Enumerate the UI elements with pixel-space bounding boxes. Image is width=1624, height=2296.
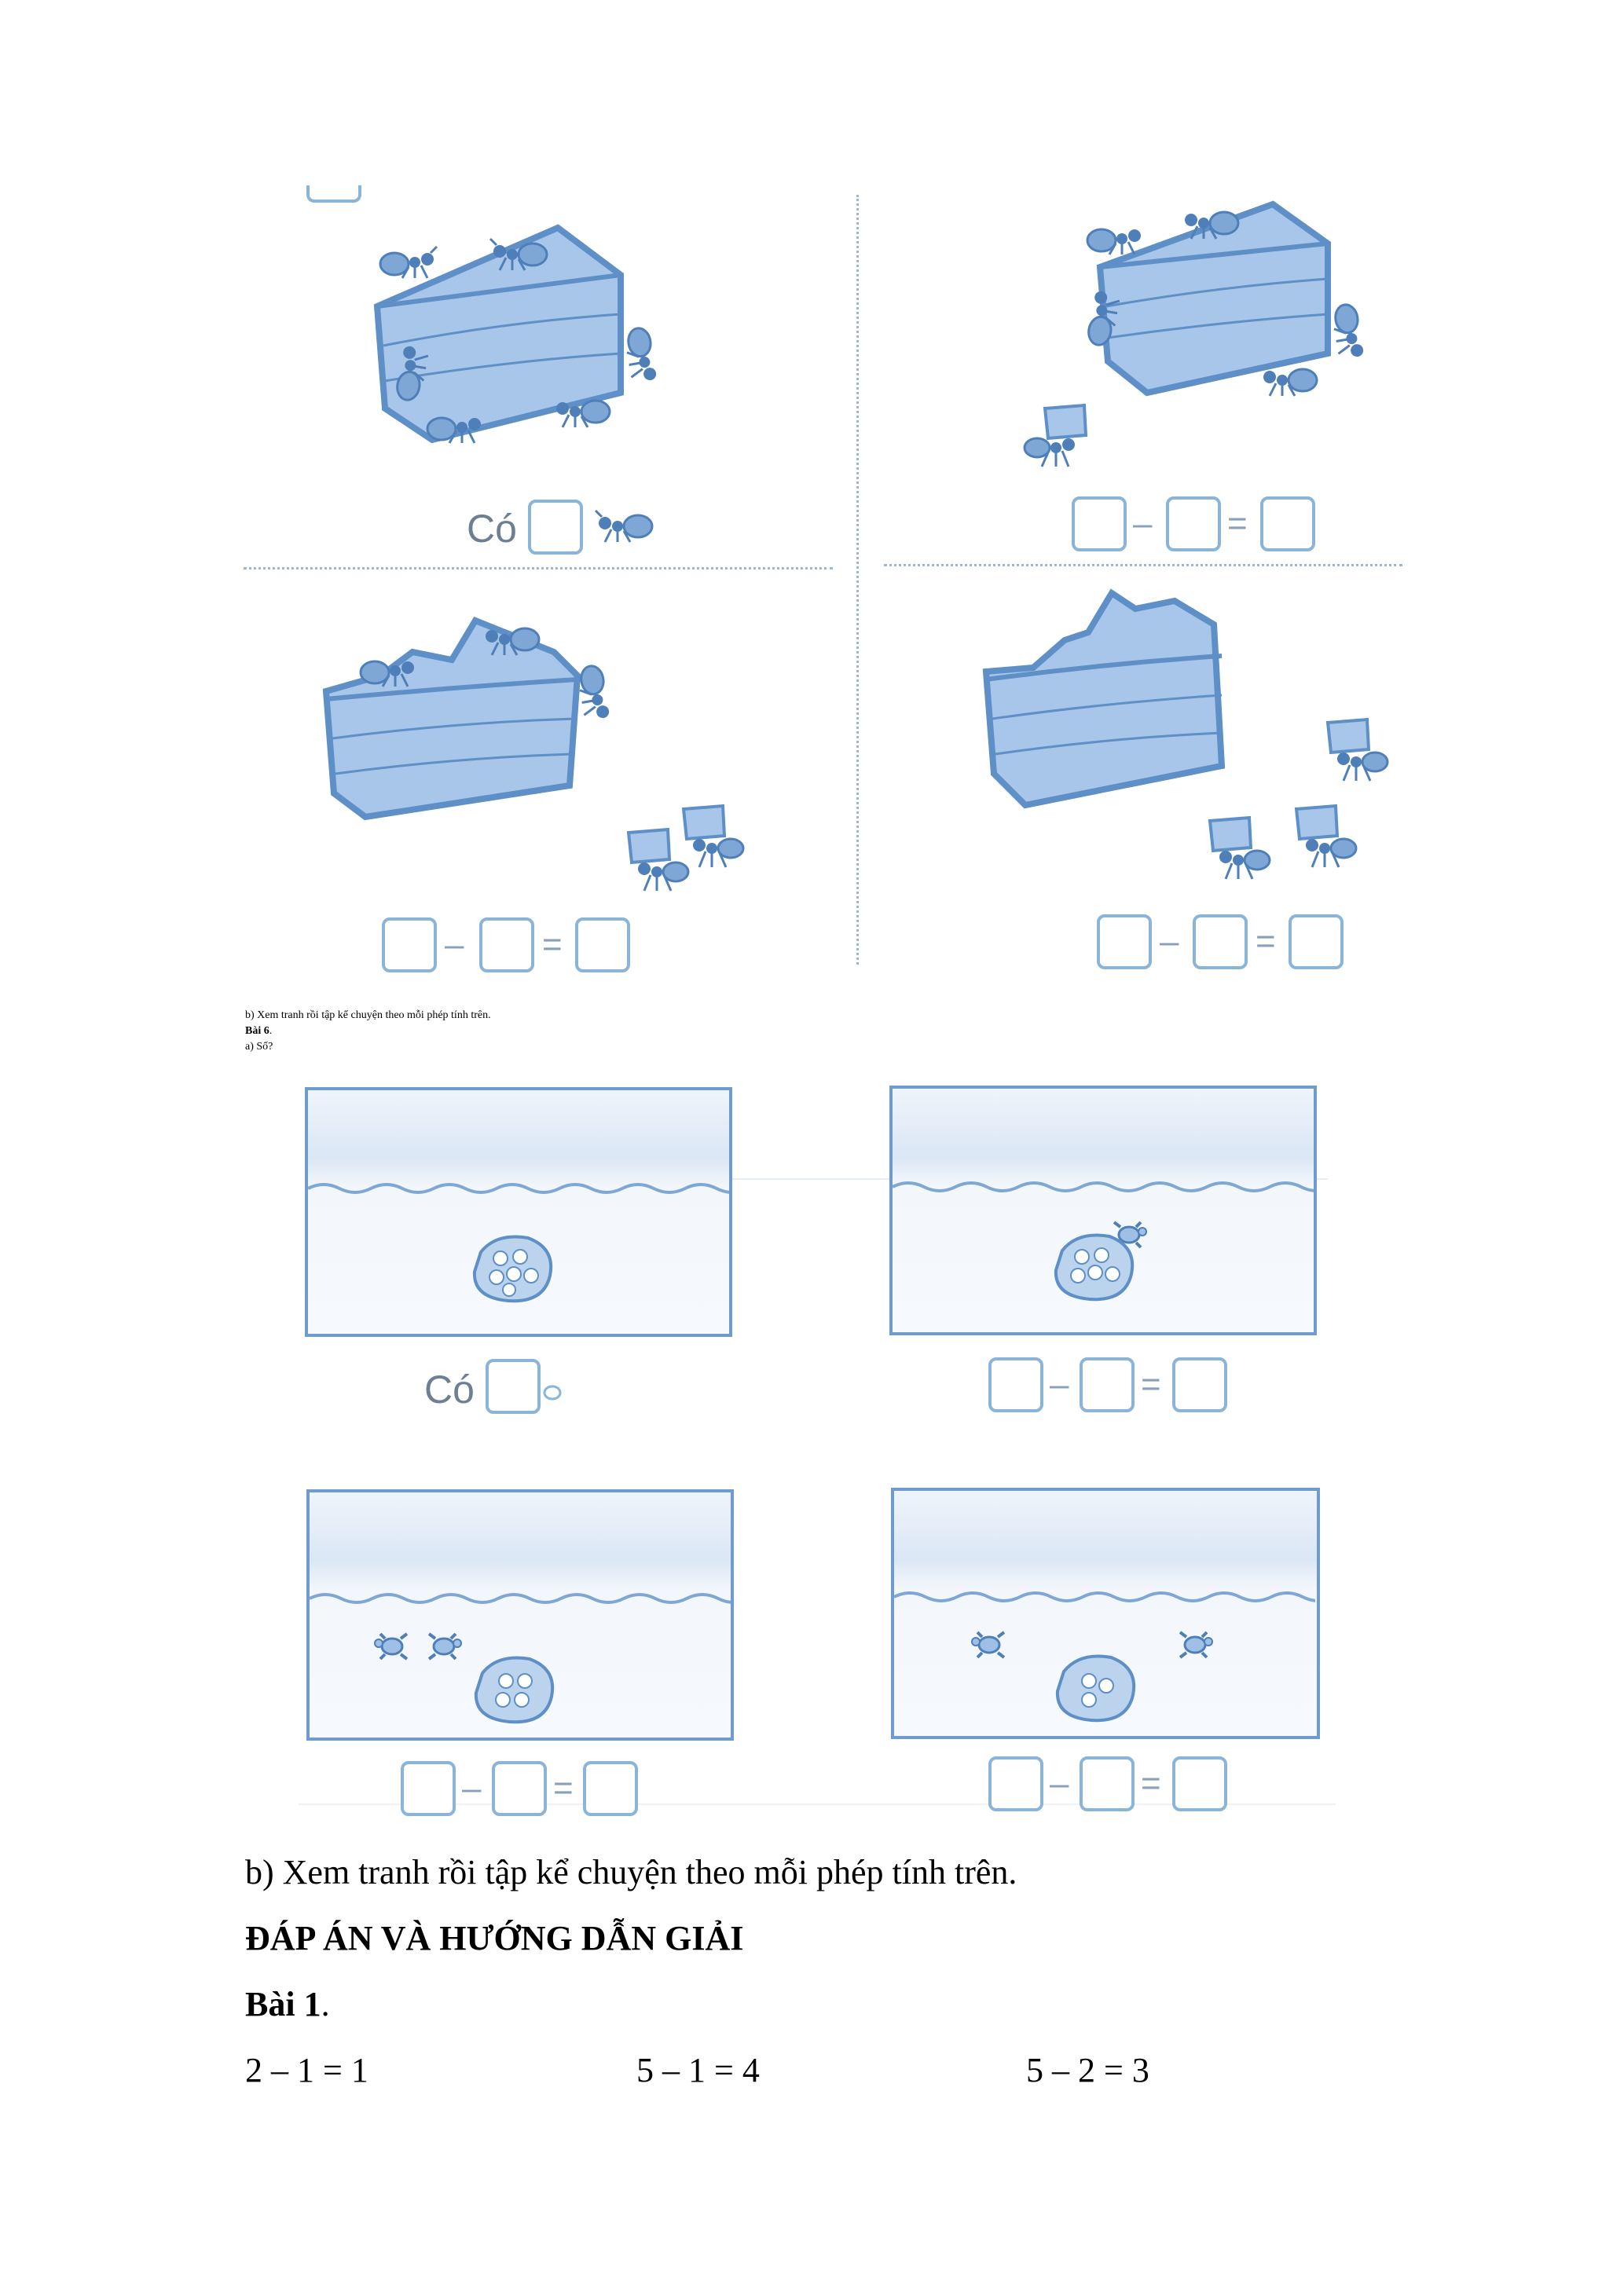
answer-box[interactable]: [1193, 914, 1248, 969]
answer-box[interactable]: [1097, 914, 1152, 969]
minus-sign: –: [1160, 922, 1179, 961]
turtle-icon: [970, 1629, 1009, 1661]
answer-box[interactable]: [1289, 914, 1344, 969]
ant-icon: [377, 244, 440, 280]
minus-sign: –: [1133, 504, 1153, 543]
beach-scene: [889, 1086, 1317, 1335]
equals-sign: =: [1141, 1764, 1161, 1803]
answer-box[interactable]: [988, 1756, 1043, 1811]
instruction-large: b) Xem tranh rồi tập kể chuyện theo mỗi phép tính trên.: [245, 1853, 1017, 1891]
beach-scene: [306, 1489, 734, 1741]
answer-box[interactable]: [583, 1761, 638, 1816]
turtle-nest-icon: [465, 1229, 559, 1307]
instruction-small: b) Xem tranh rồi tập kể chuyện theo mỗi phép tính trên.: [245, 1009, 491, 1021]
minus-sign: –: [1050, 1365, 1069, 1404]
answer-box[interactable]: [1072, 496, 1127, 551]
ant-icon: [592, 507, 655, 544]
wave-line: [893, 1175, 1314, 1199]
bai1-label: Bài 1: [245, 1985, 321, 2023]
answer-box[interactable]: [528, 500, 583, 555]
ant-icon: [487, 236, 550, 272]
ant-carrying-cake-icon: [1014, 401, 1100, 471]
ant-carrying-cake-icon: [1312, 715, 1399, 785]
answer-box[interactable]: [1166, 496, 1221, 551]
bai6-suffix: .: [269, 1025, 273, 1037]
turtle-icon: [424, 1631, 464, 1662]
answer-box[interactable]: [1080, 1357, 1135, 1412]
wave-line: [308, 1177, 729, 1200]
bai6-label: Bài 6: [245, 1025, 269, 1037]
turtle-nest-icon: [1047, 1227, 1141, 1305]
sub-question-a: a) Số?: [245, 1041, 273, 1053]
equals-sign: =: [542, 925, 563, 964]
ant-icon: [479, 621, 542, 657]
answer-box[interactable]: [382, 917, 437, 972]
answer-box[interactable]: [1172, 1357, 1227, 1412]
answer-box[interactable]: [575, 917, 630, 972]
answer-box[interactable]: [479, 917, 534, 972]
beach-scene: [305, 1087, 732, 1337]
cake-icon: [318, 605, 585, 825]
co-label: Có: [424, 1368, 475, 1412]
co-label: Có: [467, 507, 517, 551]
ant-icon: [424, 408, 487, 445]
turtle-icon: [1175, 1629, 1215, 1661]
answers-heading: ĐÁP ÁN VÀ HƯỚNG DẪN GIẢI: [245, 1919, 744, 1957]
horizontal-divider-left: [244, 567, 833, 569]
ant-icon: [1084, 220, 1147, 256]
beach-scene: [891, 1488, 1320, 1739]
ant-carrying-cake-icon: [1281, 801, 1367, 872]
answer-box[interactable]: [988, 1357, 1043, 1412]
minus-sign: –: [462, 1769, 482, 1807]
answer-box-fragment: [306, 185, 361, 203]
wave-line: [310, 1587, 731, 1610]
wave-line: [894, 1585, 1315, 1609]
ant-icon: [550, 393, 613, 429]
answer-box[interactable]: [492, 1761, 547, 1816]
equals-sign: =: [1227, 504, 1248, 543]
ant-carrying-cake-icon: [1194, 813, 1281, 884]
ant-icon: [1179, 204, 1241, 240]
ant-icon: [357, 652, 420, 688]
answer-box[interactable]: [1080, 1756, 1135, 1811]
cake-icon: [978, 577, 1237, 813]
exercise-heading-bai1: [245, 1987, 330, 2022]
answer-item: 5 – 1 = 4: [636, 2051, 760, 2089]
equals-sign: =: [1256, 922, 1276, 961]
bai1-suffix: .: [321, 1985, 330, 2023]
egg-icon: [542, 1384, 563, 1401]
ant-icon: [1257, 361, 1320, 397]
answer-box[interactable]: [401, 1761, 456, 1816]
answer-box[interactable]: [1260, 496, 1315, 551]
answer-item: 5 – 2 = 3: [1026, 2051, 1149, 2089]
turtle-icon: [372, 1631, 412, 1662]
answer-box[interactable]: [1172, 1756, 1227, 1811]
answer-box[interactable]: [486, 1359, 541, 1414]
exercise-heading-bai6: [245, 1026, 272, 1037]
answer-item: 2 – 1 = 1: [245, 2051, 368, 2089]
ant-carrying-cake-icon: [668, 801, 754, 872]
minus-sign: –: [1050, 1764, 1069, 1803]
equals-sign: =: [1141, 1365, 1161, 1404]
equals-sign: =: [553, 1769, 574, 1807]
turtle-nest-icon: [467, 1650, 561, 1728]
minus-sign: –: [445, 925, 464, 964]
horizontal-divider-right: [884, 564, 1402, 566]
vertical-divider: [856, 195, 859, 965]
turtle-nest-icon: [1048, 1648, 1142, 1727]
